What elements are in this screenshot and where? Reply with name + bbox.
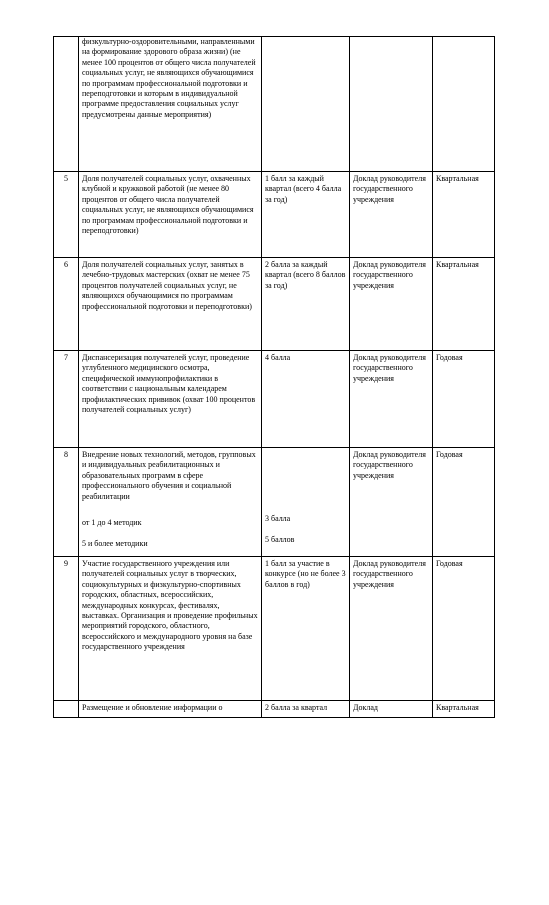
row-number: 7 (54, 351, 79, 448)
period-cell: Квартальная (433, 701, 495, 718)
criteria-table (53, 36, 495, 718)
source-cell: Доклад руководителя государственного учреждения (350, 557, 433, 701)
source-cell: Доклад руководителя государственного учреждения (350, 172, 433, 258)
table-row (54, 37, 495, 172)
table-row (54, 701, 495, 718)
score-cell: 1 балл за участие в конкурсе (но не более 3 баллов в год) (262, 557, 350, 701)
score-cell: 2 балла за квартал (262, 701, 350, 718)
score-cell: 2 балла за каждый квартал (всего 8 баллов за год) (262, 258, 350, 351)
indicator-cell: физкультурно-оздоровительными, направленными на формирование здорового образа жизни) (не менее 100 процентов от общего числа получателей социальных услуг, не являющихся обучающимися по программам профессиональной подготовки и переподготовки и которым в индивидуальной программе предоставления социальных услуг предусмотрены данные мероприятия) (79, 37, 262, 172)
indicator-cell: Размещение и обновление информации о (79, 701, 262, 718)
indicator-cell: Участие государственного учреждения или получателей социальных услуг в творческих, социокультурных и физкультурно-спортивных городских, областных, всероссийских, международных конкурсах, фестивалях, выставках. Организация и проведение профильных мероприятий городского, областного, всероссийского и международного уровня на базе государственного учреждения (79, 557, 262, 701)
table-row (54, 557, 495, 701)
period-cell (433, 37, 495, 172)
score-option: 3 балла (265, 514, 291, 523)
source-cell: Доклад (350, 701, 433, 718)
row-number: 9 (54, 557, 79, 701)
indicator-cell: Диспансеризация получателей услуг, проведение углубленного медицинского осмотра, специфической иммунопрофилактики в соответствии с национальным календарем профилактических прививок (охват 100 процентов получателей социальных услуг) (79, 351, 262, 448)
indicator-option: 5 и более методики (82, 539, 148, 549)
score-cell (262, 448, 350, 557)
row-number (54, 37, 79, 172)
table-row (54, 172, 495, 258)
table-row (54, 258, 495, 351)
indicator-cell: Доля получателей социальных услуг, охваченных клубной и кружковой работой (не менее 80 процентов от общего числа получателей социальных услуг, не являющихся обучающимися по программам профессиональной подготовки и переподготовки) (79, 172, 262, 258)
score-cell (262, 37, 350, 172)
score-cell: 1 балл за каждый квартал (всего 4 балла за год) (262, 172, 350, 258)
row-number: 6 (54, 258, 79, 351)
period-cell: Квартальная (433, 258, 495, 351)
indicator-cell (79, 448, 262, 557)
row-number: 5 (54, 172, 79, 258)
source-cell: Доклад руководителя государственного учреждения (350, 351, 433, 448)
period-cell: Годовая (433, 448, 495, 557)
table-row (54, 448, 495, 557)
period-cell: Квартальная (433, 172, 495, 258)
period-cell: Годовая (433, 351, 495, 448)
row-number (54, 701, 79, 718)
period-cell: Годовая (433, 557, 495, 701)
source-cell: Доклад руководителя государственного учреждения (350, 448, 433, 557)
row-number: 8 (54, 448, 79, 557)
indicator-text: Внедрение новых технологий, методов, групповых и индивидуальных реабилитационных и образовательных программ в сфере профессионального обучения и социальной реабилитации (82, 450, 256, 501)
table-row (54, 351, 495, 448)
source-cell (350, 37, 433, 172)
score-option: 5 баллов (265, 535, 295, 545)
score-cell: 4 балла (262, 351, 350, 448)
source-cell: Доклад руководителя государственного учреждения (350, 258, 433, 351)
indicator-cell: Доля получателей социальных услуг, занятых в лечебно-трудовых мастерских (охват не менее 75 процентов получателей социальных услуг, не являющихся обучающимися по программам профессиональной подготовки и переподготовки) (79, 258, 262, 351)
indicator-option: от 1 до 4 методик (82, 518, 142, 528)
